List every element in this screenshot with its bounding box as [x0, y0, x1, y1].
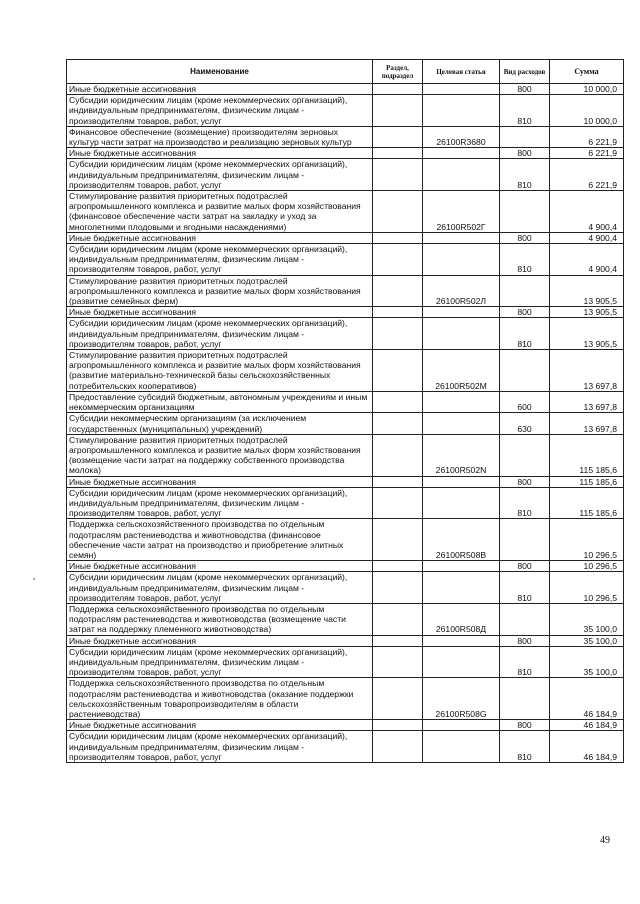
row-sum-cell: 10 296,5	[550, 561, 624, 572]
table-row	[67, 603, 624, 635]
row-sum-cell: 13 697,8	[550, 391, 624, 412]
table-row	[67, 434, 624, 476]
row-name-cell: Иные бюджетные ассигнования	[67, 307, 373, 318]
row-section-cell	[373, 561, 423, 572]
row-section-cell	[373, 720, 423, 731]
header-sum: Сумма	[550, 60, 624, 84]
row-type-cell: 800	[500, 476, 550, 487]
row-name-cell: Предоставление субсидий бюджетным, автономным учреждениям и иным некоммерческим организациям	[67, 391, 373, 412]
header-article: Целевая статья	[423, 60, 500, 84]
row-type-cell: 810	[500, 318, 550, 350]
table-row	[67, 646, 624, 678]
row-section-cell	[373, 487, 423, 519]
row-name-cell: Иные бюджетные ассигнования	[67, 476, 373, 487]
table-header	[67, 60, 624, 84]
row-name-cell: Субсидии юридическим лицам (кроме некоммерческих организаций), индивидуальным предпринимателям, физическим лицам - производителям товаров, работ, услуг	[67, 244, 373, 276]
row-section-cell	[373, 318, 423, 350]
row-article-cell: 26100R508Д	[423, 603, 500, 635]
row-type-cell: 800	[500, 232, 550, 243]
table-row	[67, 84, 624, 95]
row-sum-cell: 35 100,0	[550, 635, 624, 646]
row-section-cell	[373, 350, 423, 392]
row-section-cell	[373, 95, 423, 127]
row-article-cell	[423, 318, 500, 350]
table-row	[67, 635, 624, 646]
row-name-cell: Субсидии юридическим лицам (кроме некоммерческих организаций), индивидуальным предпринимателям, физическим лицам - производителям товаров, работ, услуг	[67, 159, 373, 191]
row-sum-cell: 6 221,9	[550, 159, 624, 191]
row-article-cell: 26100R502Г	[423, 191, 500, 233]
row-type-cell: 800	[500, 148, 550, 159]
table-row	[67, 191, 624, 233]
table-row	[67, 519, 624, 561]
row-article-cell	[423, 307, 500, 318]
row-type-cell	[500, 191, 550, 233]
header-row	[67, 60, 624, 84]
row-sum-cell: 13 905,5	[550, 318, 624, 350]
header-type: Вид расходов	[500, 60, 550, 84]
row-type-cell: 810	[500, 487, 550, 519]
row-type-cell: 810	[500, 159, 550, 191]
row-name-cell: Субсидии юридическим лицам (кроме некоммерческих организаций), индивидуальным предпринимателям, физическим лицам - производителям товаров, работ, услуг	[67, 318, 373, 350]
row-section-cell	[373, 603, 423, 635]
row-section-cell	[373, 434, 423, 476]
row-section-cell	[373, 275, 423, 307]
row-sum-cell: 10 296,5	[550, 572, 624, 604]
table-row	[67, 391, 624, 412]
row-article-cell	[423, 487, 500, 519]
row-section-cell	[373, 126, 423, 147]
table-row	[67, 95, 624, 127]
row-section-cell	[373, 244, 423, 276]
row-article-cell	[423, 391, 500, 412]
table-row	[67, 244, 624, 276]
row-name-cell: Субсидии юридическим лицам (кроме некоммерческих организаций), индивидуальным предпринимателям, физическим лицам - производителям товаров, работ, услуг	[67, 731, 373, 763]
header-name: Наименование	[67, 60, 373, 84]
row-article-cell: 26100R502N	[423, 434, 500, 476]
row-name-cell: Субсидии юридическим лицам (кроме некоммерческих организаций), индивидуальным предпринимателям, физическим лицам - производителям товаров, работ, услуг	[67, 646, 373, 678]
row-name-cell: Иные бюджетные ассигнования	[67, 561, 373, 572]
row-type-cell	[500, 350, 550, 392]
row-type-cell	[500, 603, 550, 635]
page-number: 49	[600, 835, 610, 846]
table-row	[67, 126, 624, 147]
row-name-cell: Поддержка сельскохозяйственного производства по отдельным подотраслям растениеводства и животноводства (возмещение части затрат на поддержку племенного животноводства)	[67, 603, 373, 635]
table-row	[67, 148, 624, 159]
row-type-cell	[500, 519, 550, 561]
row-article-cell	[423, 413, 500, 434]
table-row	[67, 350, 624, 392]
row-name-cell: Стимулирование развития приоритетных подотраслей агропромышленного комплекса и развитие малых форм хозяйствования (возмещение части затрат на поддержку собственного производства молока)	[67, 434, 373, 476]
row-type-cell: 810	[500, 572, 550, 604]
row-section-cell	[373, 476, 423, 487]
row-name-cell: Иные бюджетные ассигнования	[67, 84, 373, 95]
table-row	[67, 318, 624, 350]
row-article-cell	[423, 720, 500, 731]
row-article-cell: 26100R508G	[423, 678, 500, 720]
row-name-cell: Иные бюджетные ассигнования	[67, 720, 373, 731]
table-row	[67, 275, 624, 307]
row-name-cell: Субсидии юридическим лицам (кроме некоммерческих организаций), индивидуальным предпринимателям, физическим лицам - производителям товаров, работ, услуг	[67, 572, 373, 604]
row-type-cell: 810	[500, 731, 550, 763]
row-sum-cell: 115 185,6	[550, 487, 624, 519]
row-type-cell	[500, 678, 550, 720]
table-row	[67, 572, 624, 604]
row-name-cell: Субсидии некоммерческим организациям (за исключением государственных (муниципальных) учреждений)	[67, 413, 373, 434]
row-article-cell	[423, 232, 500, 243]
row-sum-cell: 13 697,8	[550, 413, 624, 434]
row-name-cell: Стимулирование развития приоритетных подотраслей агропромышленного комплекса и развитие малых форм хозяйствования (развитие материально-технической базы сельскохозяйственных потребительских кооперативов)	[67, 350, 373, 392]
row-type-cell	[500, 275, 550, 307]
table-row	[67, 720, 624, 731]
row-type-cell: 810	[500, 95, 550, 127]
row-article-cell: 26100R3680	[423, 126, 500, 147]
row-sum-cell: 10 000,0	[550, 84, 624, 95]
table-row	[67, 476, 624, 487]
row-article-cell	[423, 476, 500, 487]
row-article-cell	[423, 572, 500, 604]
row-type-cell: 630	[500, 413, 550, 434]
row-name-cell: Финансовое обеспечение (возмещение) производителям зерновых культур части затрат на производство и реализацию зерновых культур	[67, 126, 373, 147]
row-name-cell: Стимулирование развития приоритетных подотраслей агропромышленного комплекса и развитие малых форм хозяйствования (финансовое обеспечение части затрат на закладку и уход за многолетними плодовыми и ягодными насаждениями)	[67, 191, 373, 233]
row-article-cell: 26100R502Л	[423, 275, 500, 307]
row-type-cell: 800	[500, 84, 550, 95]
row-sum-cell: 6 221,9	[550, 148, 624, 159]
row-section-cell	[373, 572, 423, 604]
row-name-cell: Поддержка сельскохозяйственного производства по отдельным подотраслям растениеводства и животноводства (оказание поддержки сельскохозяйственным товаропроизводителям в области растениеводства)	[67, 678, 373, 720]
row-section-cell	[373, 191, 423, 233]
row-sum-cell: 4 900,4	[550, 232, 624, 243]
row-type-cell: 810	[500, 646, 550, 678]
row-section-cell	[373, 307, 423, 318]
row-type-cell: 600	[500, 391, 550, 412]
row-sum-cell: 10 296,5	[550, 519, 624, 561]
row-sum-cell: 115 185,6	[550, 476, 624, 487]
row-name-cell: Иные бюджетные ассигнования	[67, 635, 373, 646]
row-type-cell: 800	[500, 307, 550, 318]
row-name-cell: Иные бюджетные ассигнования	[67, 232, 373, 243]
row-section-cell	[373, 391, 423, 412]
header-section: Раздел, подраздел	[373, 60, 423, 84]
row-name-cell: Иные бюджетные ассигнования	[67, 148, 373, 159]
row-sum-cell: 13 905,5	[550, 307, 624, 318]
row-type-cell: 800	[500, 561, 550, 572]
row-sum-cell: 46 184,9	[550, 678, 624, 720]
row-article-cell	[423, 84, 500, 95]
scan-speck	[33, 578, 35, 580]
row-article-cell	[423, 244, 500, 276]
row-section-cell	[373, 413, 423, 434]
row-sum-cell: 4 900,4	[550, 244, 624, 276]
table-row	[67, 413, 624, 434]
row-type-cell: 810	[500, 244, 550, 276]
row-type-cell	[500, 126, 550, 147]
row-article-cell	[423, 561, 500, 572]
row-section-cell	[373, 635, 423, 646]
row-section-cell	[373, 84, 423, 95]
row-type-cell	[500, 434, 550, 476]
row-article-cell	[423, 95, 500, 127]
row-article-cell	[423, 635, 500, 646]
row-type-cell: 800	[500, 720, 550, 731]
row-name-cell: Субсидии юридическим лицам (кроме некоммерческих организаций), индивидуальным предпринимателям, физическим лицам - производителям товаров, работ, услуг	[67, 487, 373, 519]
table-row	[67, 307, 624, 318]
row-sum-cell: 35 100,0	[550, 646, 624, 678]
row-section-cell	[373, 678, 423, 720]
row-sum-cell: 13 697,8	[550, 350, 624, 392]
row-section-cell	[373, 159, 423, 191]
table-row	[67, 487, 624, 519]
table-row	[67, 159, 624, 191]
row-sum-cell: 6 221,9	[550, 126, 624, 147]
row-article-cell: 26100R502М	[423, 350, 500, 392]
row-name-cell: Стимулирование развития приоритетных подотраслей агропромышленного комплекса и развитие малых форм хозяйствования (развитие семейных ферм)	[67, 275, 373, 307]
table-row	[67, 678, 624, 720]
row-section-cell	[373, 148, 423, 159]
row-sum-cell: 46 184,9	[550, 731, 624, 763]
row-article-cell	[423, 148, 500, 159]
row-sum-cell: 4 900,4	[550, 191, 624, 233]
row-article-cell	[423, 731, 500, 763]
table-row	[67, 731, 624, 763]
row-type-cell: 800	[500, 635, 550, 646]
row-section-cell	[373, 232, 423, 243]
table-body	[67, 84, 624, 763]
row-article-cell	[423, 646, 500, 678]
row-sum-cell: 115 185,6	[550, 434, 624, 476]
row-sum-cell: 46 184,9	[550, 720, 624, 731]
row-article-cell	[423, 159, 500, 191]
row-name-cell: Поддержка сельскохозяйственного производства по отдельным подотраслям растениеводства и животноводства (финансовое обеспечение части затрат на производство и приобретение элитных семян)	[67, 519, 373, 561]
row-section-cell	[373, 519, 423, 561]
row-name-cell: Субсидии юридическим лицам (кроме некоммерческих организаций), индивидуальным предпринимателям, физическим лицам - производителям товаров, работ, услуг	[67, 95, 373, 127]
budget-table	[66, 59, 624, 763]
table-row	[67, 232, 624, 243]
row-article-cell: 26100R508B	[423, 519, 500, 561]
table-row	[67, 561, 624, 572]
row-section-cell	[373, 731, 423, 763]
row-sum-cell: 13 905,5	[550, 275, 624, 307]
row-section-cell	[373, 646, 423, 678]
row-sum-cell: 10 000,0	[550, 95, 624, 127]
row-sum-cell: 35 100,0	[550, 603, 624, 635]
